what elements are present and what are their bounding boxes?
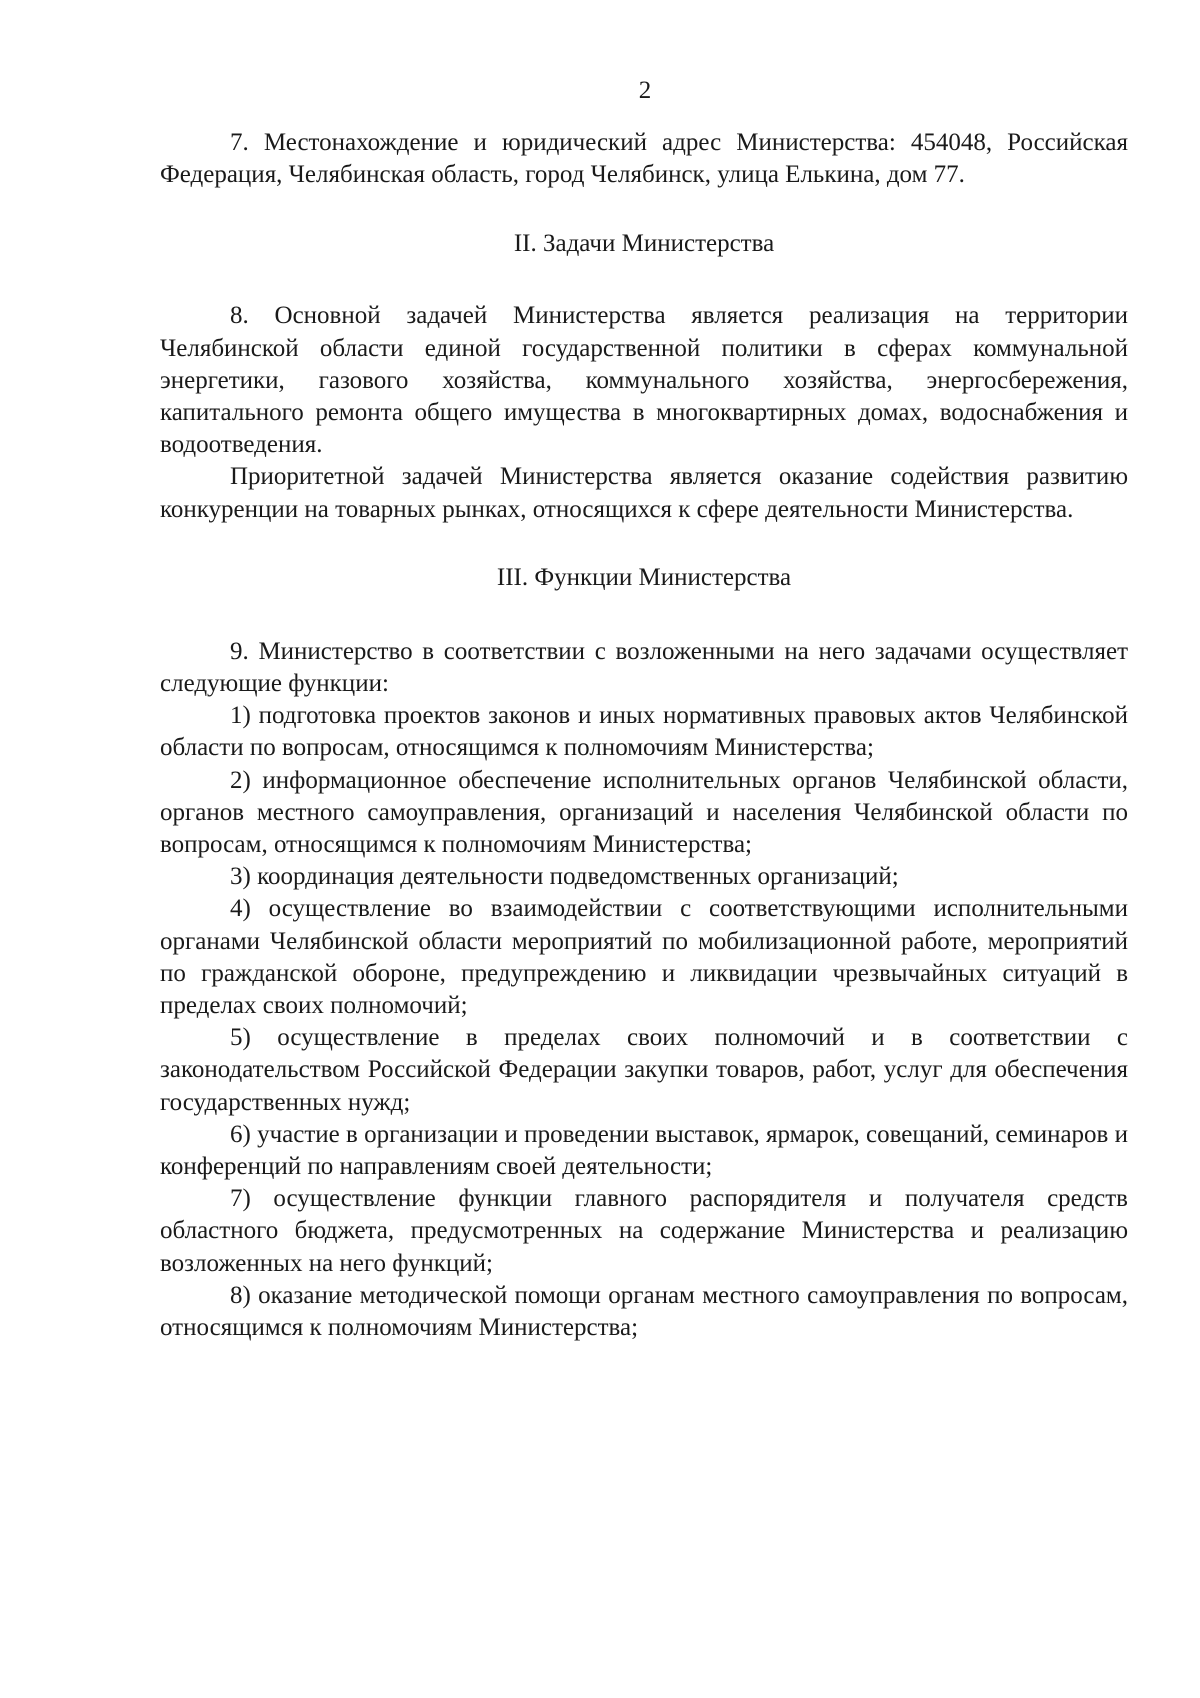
page-number: 2 bbox=[638, 77, 652, 104]
paragraph-9-functions-intro: 9. Министерство в соответствии с возложенными на него задачами осуществляет следующие функции: bbox=[160, 637, 1128, 698]
section-heading-tasks: II. Задачи Министерства bbox=[513, 230, 775, 258]
document-body bbox=[160, 127, 1128, 1344]
functions-list bbox=[160, 700, 1128, 1344]
function-item-3: 3) координация деятельности подведомственных организаций; bbox=[230, 863, 899, 891]
paragraph-7-address: 7. Местонахождение и юридический адрес Министерства: 454048, Российская Федерация, Челябинская область, город Челябинск, улица Елькина, дом 77. bbox=[160, 129, 1128, 189]
paragraph-8-main-task: 8. Основной задачей Министерства является реализация на территории Челябинской области единой государственной политики в сферах коммунальной энергетики, газового хозяйства, коммунального хозяйства, энергосбережения, капитального ремонта общего имущества в многоквартирных домах, водоснабжения и водоотведения. bbox=[160, 302, 1128, 459]
paragraph-8-priority-task: Приоритетной задачей Министерства является оказание содействия развитию конкуренции на товарных рынках, относящихся к сфере деятельности Министерства. bbox=[160, 463, 1128, 523]
function-item-5: 5) осуществление в пределах своих полномочий и в соответствии с законодательством Российской Федерации закупки товаров, работ, услуг для обеспечения государственных нужд; bbox=[160, 1024, 1128, 1116]
function-item-2: 2) информационное обеспечение исполнительных органов Челябинской области, органов местного самоуправления, организаций и населения Челябинской области по вопросам, относящимся к полномочиям Министерства; bbox=[160, 766, 1128, 859]
function-item-8: 8) оказание методической помощи органам местного самоуправления по вопросам, относящимся к полномочиям Министерства; bbox=[160, 1281, 1128, 1342]
function-item-4: 4) осуществление во взаимодействии с соответствующими исполнительными органами Челябинской области мероприятий по мобилизационной работе, мероприятий по гражданской обороне, предупреждению и ликвидации чрезвычайных ситуаций в пределах своих полномочий; bbox=[160, 895, 1128, 1020]
function-item-6: 6) участие в организации и проведении выставок, ярмарок, совещаний, семинаров и конференций по направлениям своей деятельности; bbox=[160, 1120, 1128, 1181]
section-heading-functions: III. Функции Министерства bbox=[496, 563, 792, 591]
function-item-1: 1) подготовка проектов законов и иных нормативных правовых актов Челябинской области по вопросам, относящимся к полномочиям Министерства; bbox=[160, 702, 1128, 762]
function-item-7: 7) осуществление функции главного распорядителя и получателя средств областного бюджета, предусмотренных на содержание Министерства и реализацию возложенных на него функций; bbox=[160, 1185, 1128, 1277]
